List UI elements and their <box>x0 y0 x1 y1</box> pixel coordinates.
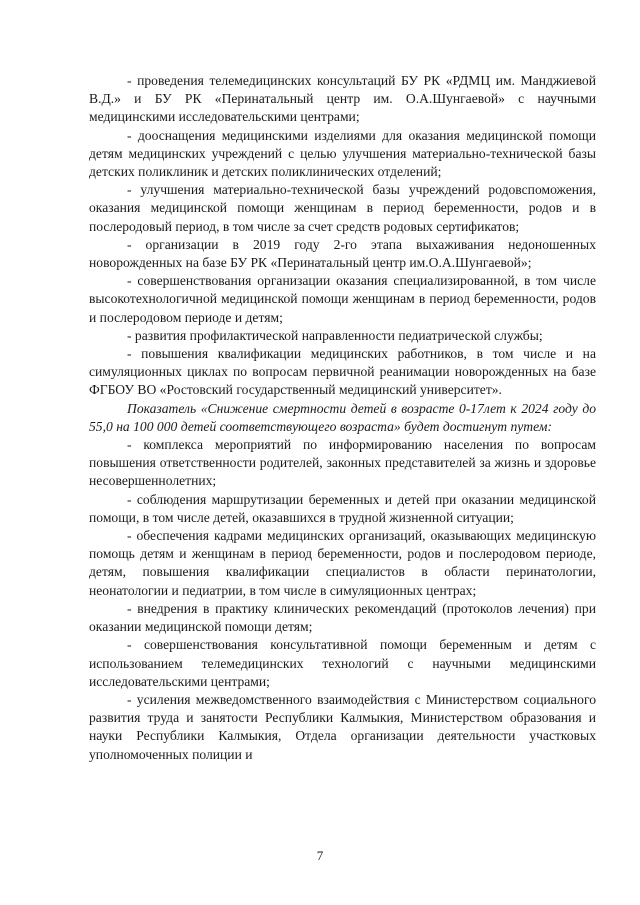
paragraph-medical-equipment: - дооснащения медицинскими изделиями для оказания медицинской помощи детям медицинских учреждений с целью улучшения материально-технической базы детских поликлиник и детских поликлинических отделений; <box>89 127 596 180</box>
paragraph-interagency: - усиления межведомственного взаимодействия с Министерством социального развития труда и занятости Республики Калмыкия, Министерством образования и науки Республики Калмыкия, Отдела организации деятельности участковых уполномоченных полиции и <box>89 691 596 762</box>
paragraph-preventive-pediatrics: - развития профилактической направленности педиатрической службы; <box>127 327 543 343</box>
paragraph-telemedicine-consultations: - проведения телемедицинских консультаций БУ РК «РДМЦ им. Манджиевой В.Д.» и БУ РК «Перинатальный центр им. О.А.Шунгаевой» с научными медицинскими исследовательскими центрами; <box>89 73 596 125</box>
paragraph-clinical-guidelines: - внедрения в практику клинических рекомендаций (протоколов лечения) при оказании медицинской помощи детям; <box>89 600 596 635</box>
paragraph-premature-newborns: - организации в 2019 году 2-го этапа выхаживания недоношенных новорожденных на базе БУ РК «Перинатальный центр им.О.А.Шунгаевой»; <box>89 236 596 271</box>
paragraph-specialized-care: - совершенствования организации оказания специализированной, в том числе высокотехнологичной медицинской помощи женщинам в период беременности, родов и послеродовом периоде и детям; <box>89 273 596 325</box>
paragraph-indicator-heading: Показатель «Снижение смертности детей в возрасте 0-17лет к 2024 году до 55,0 на 100 000 детей соответствующего возраста» будет достигнут путем: <box>89 400 596 434</box>
page-number: 7 <box>316 848 324 863</box>
document-body <box>89 72 596 764</box>
paragraph-consultative-help: - совершенствования консультативной помощи беременным и детям с использованием телемедицинских технологий с научными медицинскими исследовательскими центрами; <box>89 637 596 689</box>
paragraph-staffing: - обеспечения кадрами медицинских организаций, оказывающих медицинскую помощь детям и женщинам в период беременности, родов и послеродовом периоде, детям, повышения квалификации специалистов в области перинатологии, неонатологии и педиатрии, в том числе в симуляционных центрах; <box>89 528 596 598</box>
paragraph-maternity-facilities: - улучшения материально-технической базы учреждений родовспоможения, оказания медицинской помощи женщинам в период беременности, родов и в послеродовый период, в том числе за счет средств родовых сертификатов; <box>89 182 596 234</box>
paragraph-qualification-training: - повышения квалификации медицинских работников, в том числе и на симуляционных циклах по вопросам первичной реанимации новорожденных на базе ФГБОУ ВО «Ростовский государственный медицинский университет». <box>89 346 596 398</box>
paragraph-routing: - соблюдения маршрутизации беременных и детей при оказании медицинской помощи, в том числе детей, оказавшихся в трудной жизненной ситуации; <box>89 491 596 525</box>
paragraph-public-information: - комплекса мероприятий по информированию населения по вопросам повышения ответственности родителей, законных представителей за жизнь и здоровье несовершеннолетних; <box>89 437 596 489</box>
